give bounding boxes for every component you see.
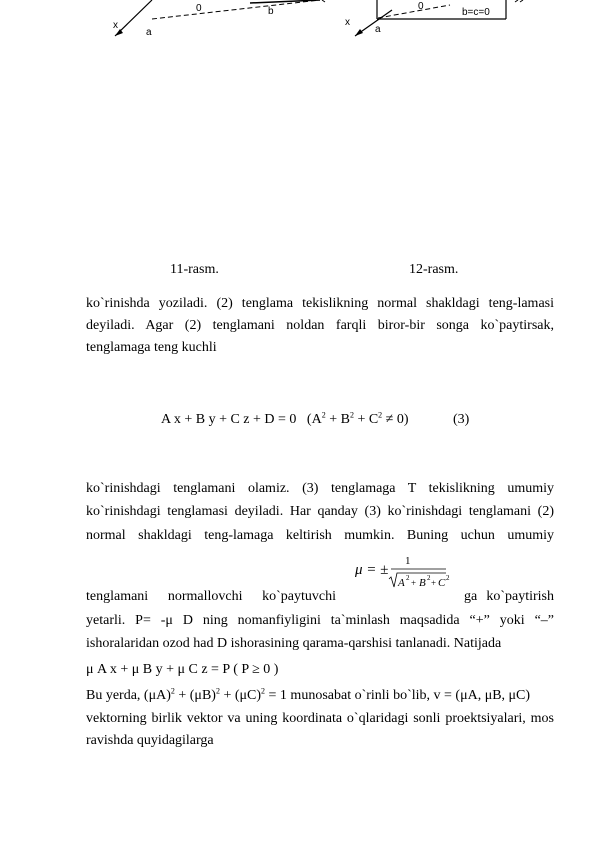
a-label-right: a bbox=[375, 24, 381, 35]
normalizing-factor-formula bbox=[355, 552, 450, 592]
paragraph1-line3: tenglamaga teng kuchli bbox=[86, 340, 217, 355]
paragraph1-line1: ko`rinishda yoziladi. (2) tenglama tekislikning normal shakldagi teng-lamasi bbox=[86, 296, 554, 311]
paragraph2-line4-left: tenglamani normallovchi ko`paytuvchi bbox=[86, 589, 336, 604]
paragraph3-line1: Bu yerda, $(\mu A)^2 + (\mu B)^2 + (\mu C)^2 = 1$ munosabat o`rinli bo`lib, v = (μA, μB, μC) bbox=[86, 686, 531, 703]
origin-label: 0 bbox=[196, 3, 202, 14]
a-label: a bbox=[146, 27, 152, 38]
figure-12 bbox=[340, 0, 540, 45]
equation-3: A x + B y + C z + D = 0 $(A^2 + B^2 + C^2 \ne 0)$ bbox=[161, 410, 409, 427]
paragraph3-line3: ravishda quyidagilarga bbox=[86, 733, 214, 748]
dashed-trace bbox=[152, 0, 320, 19]
dashed-trace bbox=[378, 5, 450, 18]
paragraph2-line2: ko`rinishdagi tenglamasi deyiladi. Har qanday (3) ko`rinishdagi tenglamani (2) bbox=[86, 504, 554, 519]
x-axis-label: x bbox=[113, 20, 118, 31]
bc-label: b=c=0 bbox=[462, 7, 490, 18]
b-label: b bbox=[268, 6, 274, 17]
svg-text:+: + bbox=[431, 578, 437, 588]
caption-12: 12-rasm. bbox=[409, 262, 459, 277]
svg-text:C: C bbox=[438, 577, 446, 589]
x-axis-label-right: x bbox=[345, 17, 350, 28]
caption-11: 11-rasm. bbox=[170, 262, 219, 277]
paragraph2-line4-right: ga ko`paytirish bbox=[464, 589, 554, 604]
x-axis-arrow bbox=[355, 29, 363, 36]
svg-text:A: A bbox=[398, 577, 405, 589]
paragraph2-line6: ishoralaridan ozod had D ishorasining qarama-qarshisi tanlanadi. Natijada bbox=[86, 636, 502, 651]
svg-text:+: + bbox=[411, 578, 417, 588]
equation-3-number: (3) bbox=[453, 412, 470, 427]
paragraph2-line1: ko`rinishdagi tenglamani olamiz. (3) tenglamaga T tekislikning umumiy bbox=[86, 481, 554, 496]
svg-text:2: 2 bbox=[446, 574, 450, 582]
svg-text:2: 2 bbox=[406, 574, 410, 582]
origin-label-right: 0 bbox=[418, 1, 424, 12]
paragraph1-line2: deyiladi. Agar (2) tenglamani noldan farqli biror-bir songa ko`paytirsak, bbox=[86, 318, 554, 333]
figure-11 bbox=[100, 0, 340, 45]
mu-symbol: μ = ± bbox=[355, 562, 389, 578]
svg-text:B: B bbox=[419, 577, 426, 589]
numerator: 1 bbox=[405, 555, 411, 567]
paragraph2-line5: yetarli. P= -μ D ning nomanfiyligini ta`minlash maqsadida “+” yoki “–” bbox=[86, 613, 554, 628]
plane-edge bbox=[250, 0, 320, 3]
paragraph2-line3: normal shakldagi teng-lamaga keltirish mumkin. Buning uchun umumiy bbox=[86, 528, 554, 543]
equation-3-lhs: A x + B y + C z + D = 0 bbox=[161, 412, 297, 427]
paragraph3-line2: vektorning birlik vektor va uning koordinata o`qlaridagi sonli proektsiyalari, mos bbox=[86, 711, 554, 726]
normal-equation: μ A x + μ B y + μ C z = P ( P ≥ 0 ) bbox=[86, 662, 279, 677]
svg-text:2: 2 bbox=[427, 574, 431, 582]
